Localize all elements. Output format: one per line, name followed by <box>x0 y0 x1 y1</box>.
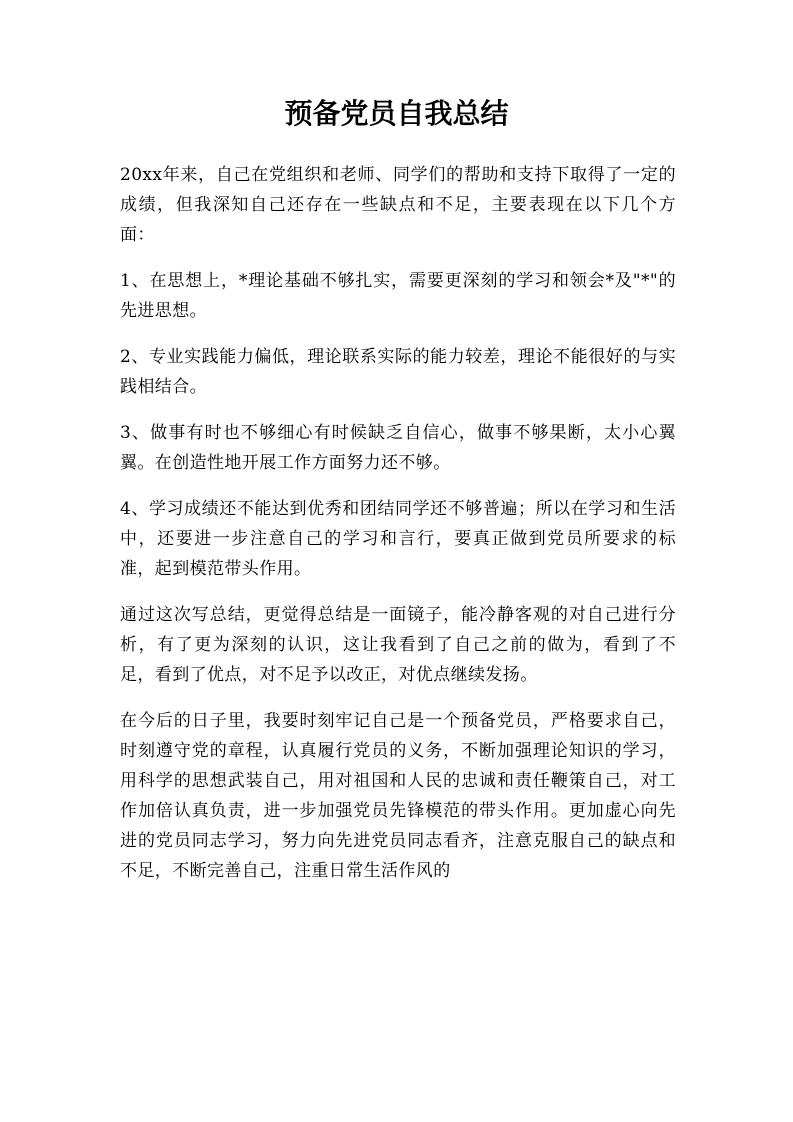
paragraph-item-1: 1、在思想上，*理论基础不够扎实，需要更深刻的学习和领会*及"*"的先进思想。 <box>120 271 676 321</box>
paragraph-item-2: 2、专业实践能力偏低，理论联系实际的能力较差，理论不能很好的与实践相结合。 <box>120 347 676 397</box>
document-title: 预备党员自我总结 <box>284 97 509 130</box>
paragraph-intro: 20xx年来，自己在党组织和老师、同学们的帮助和支持下取得了一定的成绩，但我深知自己还存在一些缺点和不足，主要表现在以下几个方面： <box>120 165 676 245</box>
paragraph-item-3: 3、做事有时也不够细心有时候缺乏自信心，做事不够果断，太小心翼翼。在创造性地开展工作方面努力还不够。 <box>120 423 676 473</box>
paragraph-reflection: 通过这次写总结，更觉得总结是一面镜子，能冷静客观的对自己进行分析，有了更为深刻的认识，这让我看到了自己之前的做为，看到了不足，看到了优点，对不足予以改正，对优点继续发扬。 <box>120 605 676 685</box>
paragraph-item-4: 4、学习成绩还不能达到优秀和团结同学还不够普遍；所以在学习和生活中，还要进一步注意自己的学习和言行，要真正做到党员所要求的标准，起到模范带头作用。 <box>120 499 676 579</box>
paragraph-future-plan: 在今后的日子里，我要时刻牢记自己是一个预备党员，严格要求自己，时刻遵守党的章程，认真履行党员的义务，不断加强理论知识的学习，用科学的思想武装自己，用对祖国和人民的忠诚和责任鞭策自己，对工作加倍认真负责，进一步加强党员先锋模范的带头作用。更加虚心向先进的党员同志学习，努力向先进党员同志看齐，注意克服自己的缺点和不足，不断完善自己，注重日常生活作风的 <box>120 711 676 881</box>
document-body <box>120 160 676 902</box>
